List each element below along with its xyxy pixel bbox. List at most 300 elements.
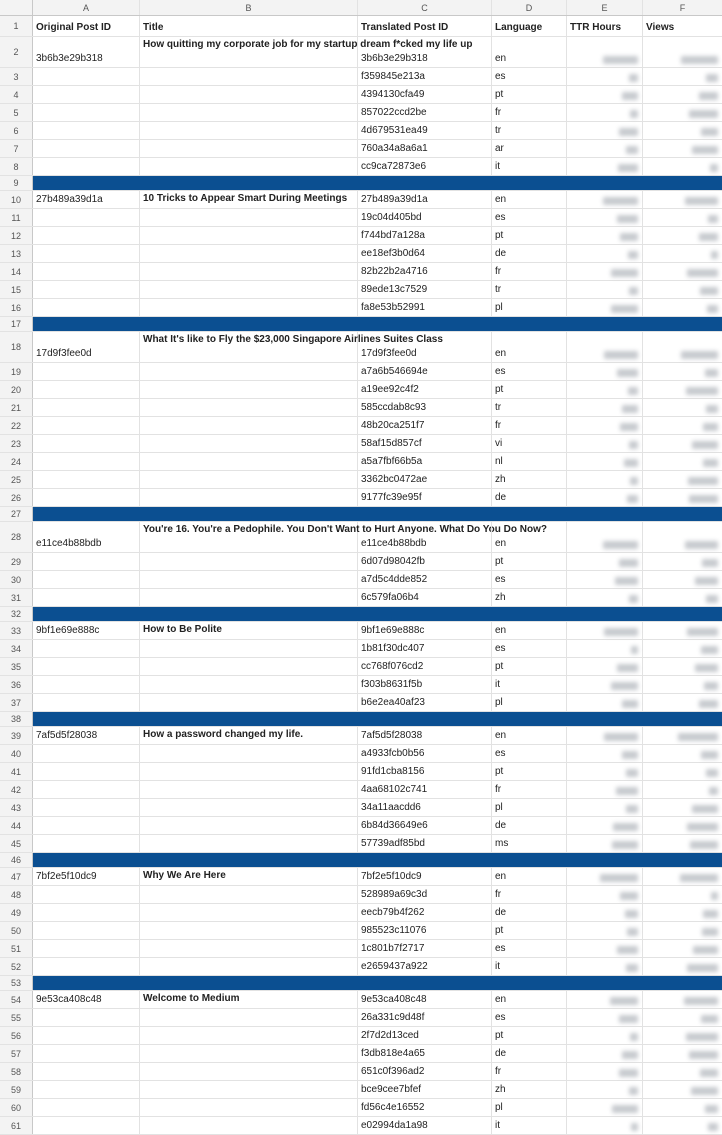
ttr-hours-cell[interactable] [567,886,643,903]
language-cell[interactable]: es [492,1009,567,1026]
original-post-id-cell[interactable] [33,940,140,957]
original-post-id-cell[interactable] [33,227,140,244]
title-cell[interactable] [140,904,358,921]
ttr-hours-cell[interactable] [567,589,643,606]
title-cell[interactable] [140,471,358,488]
language-cell[interactable]: zh [492,471,567,488]
title-cell[interactable] [140,799,358,816]
title-cell[interactable] [140,1045,358,1062]
translated-post-id-cell[interactable]: 7bf2e5f10dc9 [358,868,492,885]
title-cell[interactable] [140,399,358,416]
title-cell[interactable] [140,158,358,175]
ttr-hours-cell[interactable] [567,332,643,362]
column-letter-b[interactable]: B [140,0,358,15]
original-post-id-cell[interactable] [33,399,140,416]
title-cell[interactable] [140,571,358,588]
language-cell[interactable]: fr [492,781,567,798]
translated-post-id-cell[interactable]: f744bd7a128a [358,227,492,244]
language-cell[interactable]: pl [492,299,567,316]
ttr-hours-cell[interactable] [567,676,643,693]
language-cell[interactable]: ar [492,140,567,157]
title-cell[interactable] [140,227,358,244]
translated-post-id-cell[interactable]: 3b6b3e29b318 [358,37,492,67]
translated-post-id-cell[interactable]: 2f7d2d13ced [358,1027,492,1044]
ttr-hours-cell[interactable] [567,299,643,316]
translated-post-id-cell[interactable]: e11ce4b88bdb [358,522,492,552]
language-cell[interactable]: pt [492,553,567,570]
ttr-hours-cell[interactable] [567,658,643,675]
views-cell[interactable] [643,799,722,816]
title-cell[interactable] [140,958,358,975]
language-cell[interactable]: pl [492,799,567,816]
language-cell[interactable]: fr [492,1063,567,1080]
translated-post-id-cell[interactable]: 17d9f3fee0d [358,332,492,362]
translated-post-id-cell[interactable]: 89ede13c7529 [358,281,492,298]
views-cell[interactable] [643,1117,722,1134]
title-cell[interactable] [140,381,358,398]
views-cell[interactable] [643,435,722,452]
language-cell[interactable]: zh [492,1081,567,1098]
language-cell[interactable]: en [492,191,567,208]
row-number[interactable]: 51 [0,940,33,957]
views-cell[interactable] [643,399,722,416]
row-number[interactable]: 58 [0,1063,33,1080]
row-number[interactable]: 34 [0,640,33,657]
header-original-post-id[interactable]: Original Post ID [33,16,140,36]
language-cell[interactable]: fr [492,104,567,121]
translated-post-id-cell[interactable]: ee18ef3b0d64 [358,245,492,262]
translated-post-id-cell[interactable]: 19c04d405bd [358,209,492,226]
title-cell[interactable] [140,209,358,226]
translated-post-id-cell[interactable]: 9e53ca408c48 [358,991,492,1008]
translated-post-id-cell[interactable]: f3db818e4a65 [358,1045,492,1062]
language-cell[interactable]: it [492,158,567,175]
views-cell[interactable] [643,553,722,570]
title-cell[interactable] [140,1027,358,1044]
row-number[interactable]: 10 [0,191,33,208]
language-cell[interactable]: es [492,940,567,957]
views-cell[interactable] [643,140,722,157]
column-letter-c[interactable]: C [358,0,492,15]
language-cell[interactable]: fr [492,417,567,434]
ttr-hours-cell[interactable] [567,835,643,852]
ttr-hours-cell[interactable] [567,381,643,398]
row-number[interactable]: 22 [0,417,33,434]
translated-post-id-cell[interactable]: 651c0f396ad2 [358,1063,492,1080]
ttr-hours-cell[interactable] [567,745,643,762]
language-cell[interactable]: en [492,727,567,744]
translated-post-id-cell[interactable]: 48b20ca251f7 [358,417,492,434]
translated-post-id-cell[interactable]: 4aa68102c741 [358,781,492,798]
translated-post-id-cell[interactable]: 58af15d857cf [358,435,492,452]
title-cell[interactable]: Why We Are Here [140,868,358,885]
title-cell[interactable] [140,640,358,657]
original-post-id-cell[interactable]: 9e53ca408c48 [33,991,140,1008]
title-cell[interactable]: Welcome to Medium [140,991,358,1008]
language-cell[interactable]: tr [492,122,567,139]
views-cell[interactable] [643,227,722,244]
translated-post-id-cell[interactable]: fd56c4e16552 [358,1099,492,1116]
title-cell[interactable] [140,122,358,139]
original-post-id-cell[interactable] [33,471,140,488]
views-cell[interactable] [643,104,722,121]
translated-post-id-cell[interactable]: 760a34a8a6a1 [358,140,492,157]
header-views[interactable]: Views [646,22,675,33]
translated-post-id-cell[interactable]: 4394130cfa49 [358,86,492,103]
row-number[interactable]: 3 [0,68,33,85]
row-number[interactable]: 29 [0,553,33,570]
original-post-id-cell[interactable] [33,640,140,657]
ttr-hours-cell[interactable] [567,799,643,816]
row-number[interactable]: 26 [0,489,33,506]
language-cell[interactable]: nl [492,453,567,470]
header-ttr-hours[interactable]: TTR Hours [567,16,643,36]
ttr-hours-cell[interactable] [567,363,643,380]
title-cell[interactable] [140,940,358,957]
language-cell[interactable]: fr [492,263,567,280]
title-cell[interactable] [140,245,358,262]
language-cell[interactable]: de [492,817,567,834]
ttr-hours-cell[interactable] [567,781,643,798]
row-number[interactable]: 55 [0,1009,33,1026]
language-cell[interactable]: tr [492,399,567,416]
row-number[interactable]: 49 [0,904,33,921]
ttr-hours-cell[interactable] [567,727,643,744]
row-number[interactable]: 39 [0,727,33,744]
views-cell[interactable] [643,453,722,470]
row-number[interactable]: 1 [0,16,33,36]
views-cell[interactable] [643,694,722,711]
original-post-id-cell[interactable] [33,745,140,762]
language-cell[interactable]: pl [492,694,567,711]
title-cell[interactable] [140,299,358,316]
ttr-hours-cell[interactable] [567,1045,643,1062]
translated-post-id-cell[interactable]: fa8e53b52991 [358,299,492,316]
translated-post-id-cell[interactable]: 4d679531ea49 [358,122,492,139]
original-post-id-cell[interactable] [33,299,140,316]
ttr-hours-cell[interactable] [567,489,643,506]
translated-post-id-cell[interactable]: 57739adf85bd [358,835,492,852]
original-post-id-cell[interactable] [33,589,140,606]
original-post-id-cell[interactable] [33,104,140,121]
ttr-hours-cell[interactable] [567,522,643,552]
original-post-id-cell[interactable] [33,904,140,921]
row-number[interactable]: 21 [0,399,33,416]
title-cell[interactable]: How quitting my corporate job for my startup dream f*cked my life up [140,37,358,67]
ttr-hours-cell[interactable] [567,622,643,639]
original-post-id-cell[interactable] [33,453,140,470]
translated-post-id-cell[interactable]: cc768f076cd2 [358,658,492,675]
title-cell[interactable] [140,1117,358,1134]
row-number[interactable]: 25 [0,471,33,488]
row-number[interactable]: 37 [0,694,33,711]
language-cell[interactable]: pt [492,86,567,103]
ttr-hours-cell[interactable] [567,1009,643,1026]
original-post-id-cell[interactable] [33,489,140,506]
original-post-id-cell[interactable] [33,1045,140,1062]
original-post-id-cell[interactable] [33,435,140,452]
translated-post-id-cell[interactable]: e2659437a922 [358,958,492,975]
translated-post-id-cell[interactable]: a19ee92c4f2 [358,381,492,398]
views-cell[interactable] [643,727,722,744]
views-cell[interactable] [643,363,722,380]
views-cell[interactable] [643,658,722,675]
original-post-id-cell[interactable] [33,658,140,675]
header-language[interactable]: Language [492,16,567,36]
views-cell[interactable] [643,886,722,903]
title-cell[interactable] [140,553,358,570]
views-cell[interactable] [643,640,722,657]
views-cell[interactable] [643,263,722,280]
ttr-hours-cell[interactable] [567,417,643,434]
ttr-hours-cell[interactable] [567,86,643,103]
ttr-hours-cell[interactable] [567,571,643,588]
original-post-id-cell[interactable]: 17d9f3fee0d [33,332,140,362]
row-number[interactable]: 24 [0,453,33,470]
original-post-id-cell[interactable]: 7af5d5f28038 [33,727,140,744]
ttr-hours-cell[interactable] [567,140,643,157]
ttr-hours-cell[interactable] [567,1027,643,1044]
translated-post-id-cell[interactable]: cc9ca72873e6 [358,158,492,175]
column-letter-e[interactable]: E [567,0,643,15]
views-cell[interactable] [643,1009,722,1026]
title-cell[interactable]: How a password changed my life. [140,727,358,744]
row-number[interactable]: 30 [0,571,33,588]
original-post-id-cell[interactable] [33,1117,140,1134]
column-letter-a[interactable]: A [33,0,140,15]
translated-post-id-cell[interactable]: 528989a69c3d [358,886,492,903]
row-number[interactable]: 41 [0,763,33,780]
header-title[interactable]: Title [140,16,358,36]
title-cell[interactable] [140,68,358,85]
views-cell[interactable] [643,86,722,103]
original-post-id-cell[interactable] [33,1009,140,1026]
original-post-id-cell[interactable] [33,209,140,226]
row-number[interactable]: 12 [0,227,33,244]
title-cell[interactable] [140,363,358,380]
title-cell[interactable] [140,886,358,903]
translated-post-id-cell[interactable]: 3362bc0472ae [358,471,492,488]
original-post-id-cell[interactable] [33,417,140,434]
row-number[interactable]: 17 [0,317,33,331]
ttr-hours-cell[interactable] [567,868,643,885]
translated-post-id-cell[interactable]: 7af5d5f28038 [358,727,492,744]
ttr-hours-cell[interactable] [567,640,643,657]
ttr-hours-cell[interactable] [567,245,643,262]
row-number[interactable]: 2 [0,37,33,67]
row-number[interactable]: 33 [0,622,33,639]
title-cell[interactable] [140,453,358,470]
translated-post-id-cell[interactable]: 34a11aacdd6 [358,799,492,816]
translated-post-id-cell[interactable]: 857022ccd2be [358,104,492,121]
language-cell[interactable]: en [492,37,567,67]
translated-post-id-cell[interactable]: 6b84d36649e6 [358,817,492,834]
title-cell[interactable] [140,745,358,762]
views-cell[interactable] [643,1045,722,1062]
language-cell[interactable]: en [492,991,567,1008]
row-number[interactable]: 20 [0,381,33,398]
select-all-corner[interactable] [0,0,33,15]
row-number[interactable]: 5 [0,104,33,121]
row-number[interactable]: 9 [0,176,33,190]
ttr-hours-cell[interactable] [567,68,643,85]
ttr-hours-cell[interactable] [567,122,643,139]
translated-post-id-cell[interactable]: 6c579fa06b4 [358,589,492,606]
ttr-hours-cell[interactable] [567,763,643,780]
title-cell[interactable]: You're 16. You're a Pedophile. You Don't Want to Hurt Anyone. What Do You Do Now? [140,522,358,552]
original-post-id-cell[interactable] [33,1081,140,1098]
original-post-id-cell[interactable]: e11ce4b88bdb [33,522,140,552]
views-cell[interactable] [643,417,722,434]
views-cell[interactable] [643,868,722,885]
original-post-id-cell[interactable] [33,817,140,834]
row-number[interactable]: 57 [0,1045,33,1062]
original-post-id-cell[interactable]: 9bf1e69e888c [33,622,140,639]
views-cell[interactable] [643,281,722,298]
title-cell[interactable]: 10 Tricks to Appear Smart During Meetings [140,191,358,208]
language-cell[interactable]: pt [492,658,567,675]
views-cell[interactable] [643,676,722,693]
translated-post-id-cell[interactable]: 91fd1cba8156 [358,763,492,780]
language-cell[interactable]: de [492,489,567,506]
row-number[interactable]: 13 [0,245,33,262]
original-post-id-cell[interactable]: 3b6b3e29b318 [33,37,140,67]
row-number[interactable]: 44 [0,817,33,834]
ttr-hours-cell[interactable] [567,904,643,921]
ttr-hours-cell[interactable] [567,37,643,67]
original-post-id-cell[interactable] [33,571,140,588]
ttr-hours-cell[interactable] [567,209,643,226]
title-cell[interactable] [140,417,358,434]
views-cell[interactable] [643,1099,722,1116]
row-number[interactable]: 6 [0,122,33,139]
language-cell[interactable]: pt [492,1027,567,1044]
title-cell[interactable] [140,781,358,798]
ttr-hours-cell[interactable] [567,227,643,244]
original-post-id-cell[interactable] [33,281,140,298]
title-cell[interactable] [140,676,358,693]
original-post-id-cell[interactable] [33,263,140,280]
views-cell[interactable] [643,299,722,316]
language-cell[interactable]: es [492,68,567,85]
row-number[interactable]: 11 [0,209,33,226]
row-number[interactable]: 27 [0,507,33,521]
title-cell[interactable] [140,589,358,606]
ttr-hours-cell[interactable] [567,1081,643,1098]
language-cell[interactable]: pl [492,1099,567,1116]
original-post-id-cell[interactable] [33,245,140,262]
ttr-hours-cell[interactable] [567,922,643,939]
row-number[interactable]: 23 [0,435,33,452]
title-cell[interactable] [140,658,358,675]
translated-post-id-cell[interactable]: 27b489a39d1a [358,191,492,208]
original-post-id-cell[interactable] [33,781,140,798]
original-post-id-cell[interactable] [33,676,140,693]
row-number[interactable]: 32 [0,607,33,621]
original-post-id-cell[interactable] [33,694,140,711]
views-cell[interactable] [643,940,722,957]
row-number[interactable]: 19 [0,363,33,380]
original-post-id-cell[interactable] [33,886,140,903]
title-cell[interactable] [140,1081,358,1098]
language-cell[interactable]: pt [492,381,567,398]
views-cell[interactable] [643,332,722,362]
views-cell[interactable] [643,817,722,834]
translated-post-id-cell[interactable]: 585ccdab8c93 [358,399,492,416]
language-cell[interactable]: es [492,571,567,588]
language-cell[interactable]: zh [492,589,567,606]
language-cell[interactable]: vi [492,435,567,452]
original-post-id-cell[interactable] [33,763,140,780]
views-cell[interactable] [643,209,722,226]
language-cell[interactable]: es [492,745,567,762]
language-cell[interactable]: tr [492,281,567,298]
ttr-hours-cell[interactable] [567,1063,643,1080]
ttr-hours-cell[interactable] [567,940,643,957]
row-number[interactable]: 46 [0,853,33,867]
header-translated-post-id[interactable]: Translated Post ID [358,16,492,36]
row-number[interactable]: 18 [0,332,33,362]
translated-post-id-cell[interactable]: 1b81f30dc407 [358,640,492,657]
language-cell[interactable]: pt [492,763,567,780]
original-post-id-cell[interactable]: 7bf2e5f10dc9 [33,868,140,885]
views-cell[interactable] [643,589,722,606]
row-number[interactable]: 8 [0,158,33,175]
row-number[interactable]: 4 [0,86,33,103]
original-post-id-cell[interactable] [33,122,140,139]
translated-post-id-cell[interactable]: 1c801b7f2717 [358,940,492,957]
ttr-hours-cell[interactable] [567,1099,643,1116]
row-number[interactable]: 43 [0,799,33,816]
row-number[interactable]: 48 [0,886,33,903]
row-number[interactable]: 35 [0,658,33,675]
title-cell[interactable] [140,281,358,298]
language-cell[interactable]: es [492,640,567,657]
row-number[interactable]: 14 [0,263,33,280]
row-number[interactable]: 28 [0,522,33,552]
views-cell[interactable] [643,522,722,552]
language-cell[interactable]: it [492,676,567,693]
row-number[interactable]: 31 [0,589,33,606]
row-number[interactable]: 7 [0,140,33,157]
ttr-hours-cell[interactable] [567,817,643,834]
translated-post-id-cell[interactable]: 26a331c9d48f [358,1009,492,1026]
views-cell[interactable] [643,191,722,208]
translated-post-id-cell[interactable]: a5a7fbf66b5a [358,453,492,470]
ttr-hours-cell[interactable] [567,991,643,1008]
views-cell[interactable] [643,835,722,852]
views-cell[interactable] [643,922,722,939]
views-cell[interactable] [643,158,722,175]
views-cell[interactable] [643,781,722,798]
original-post-id-cell[interactable] [33,1063,140,1080]
original-post-id-cell[interactable]: 27b489a39d1a [33,191,140,208]
translated-post-id-cell[interactable]: f359845e213a [358,68,492,85]
row-number[interactable]: 59 [0,1081,33,1098]
title-cell[interactable] [140,104,358,121]
ttr-hours-cell[interactable] [567,281,643,298]
ttr-hours-cell[interactable] [567,104,643,121]
language-cell[interactable]: pt [492,922,567,939]
language-cell[interactable]: es [492,363,567,380]
row-number[interactable]: 53 [0,976,33,990]
original-post-id-cell[interactable] [33,922,140,939]
row-number[interactable]: 47 [0,868,33,885]
original-post-id-cell[interactable] [33,835,140,852]
row-number[interactable]: 40 [0,745,33,762]
row-number[interactable]: 60 [0,1099,33,1116]
original-post-id-cell[interactable] [33,140,140,157]
